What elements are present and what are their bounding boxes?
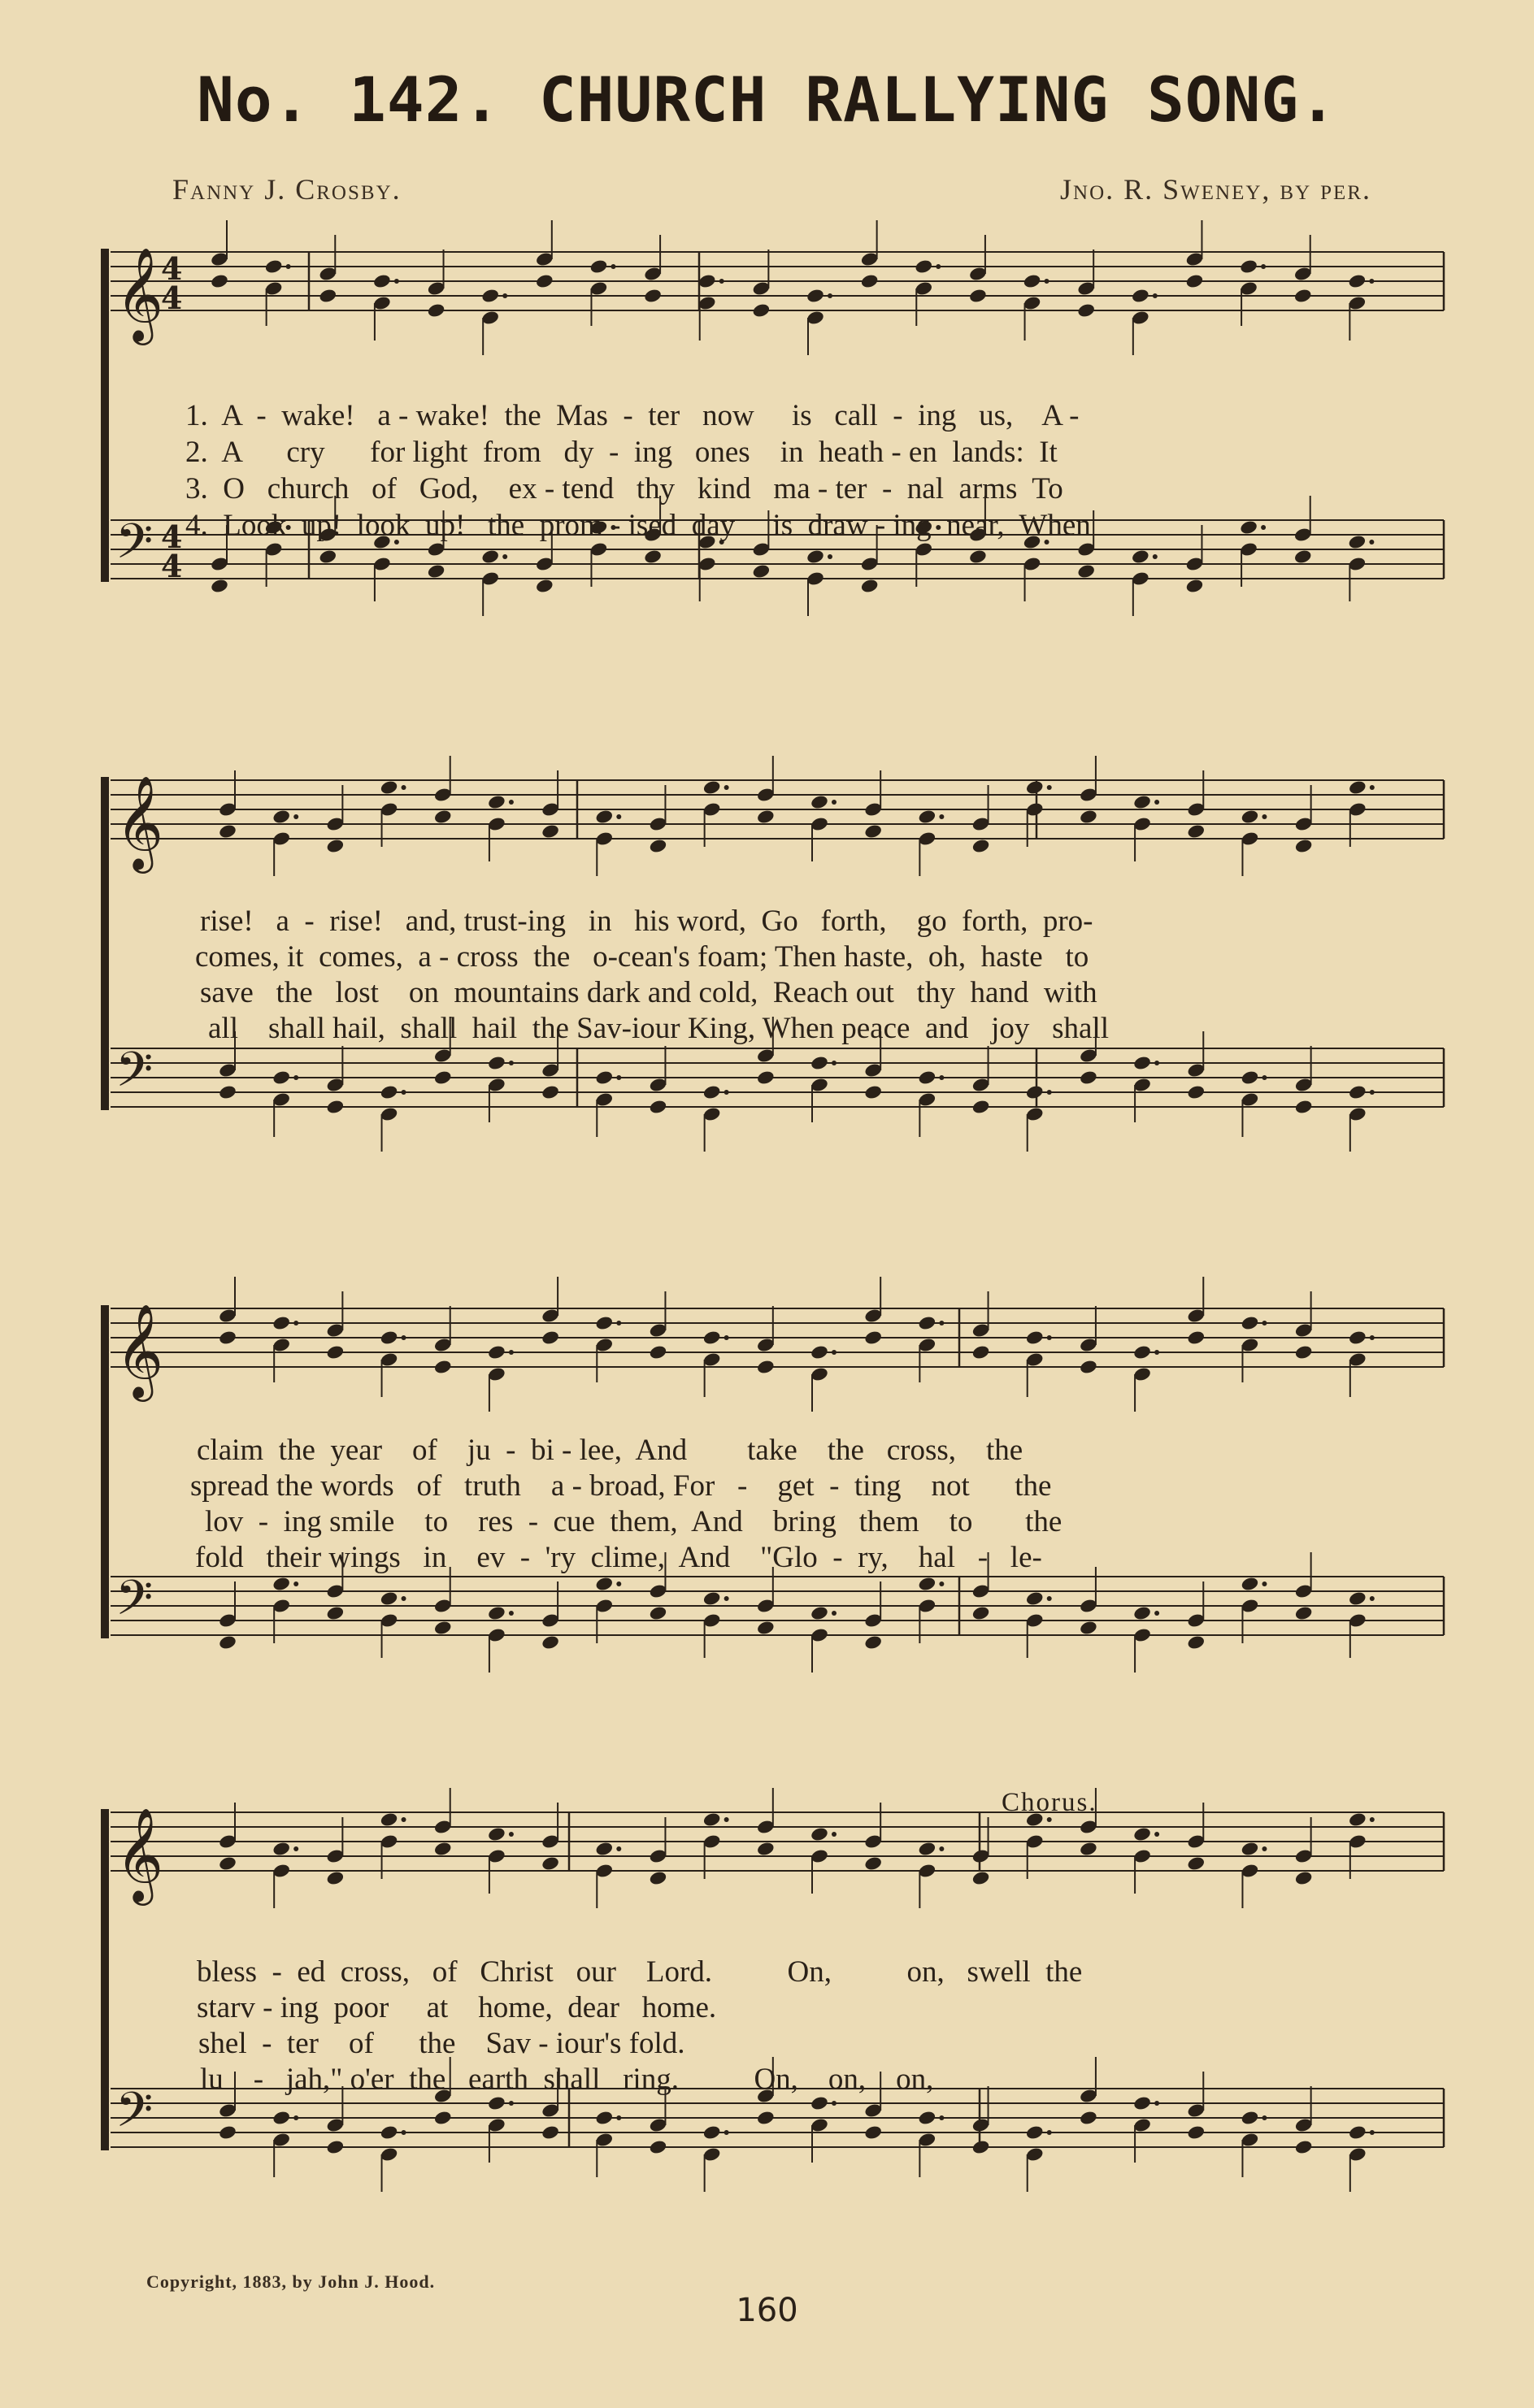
dot (286, 264, 291, 269)
dot (509, 800, 514, 805)
dot (402, 1090, 406, 1095)
note-head (1294, 838, 1314, 854)
dot (402, 1817, 406, 1822)
note-head (433, 809, 453, 825)
note-head (1186, 823, 1206, 840)
note-head (649, 1099, 668, 1115)
dot (1047, 1090, 1052, 1095)
note-head (487, 1055, 506, 1071)
dot (1154, 800, 1159, 805)
dot (724, 1090, 729, 1095)
dot (1047, 785, 1052, 790)
note-head (326, 1870, 345, 1886)
note-head (427, 302, 446, 319)
note-head (643, 549, 663, 565)
bass-clef-icon: 𝄢 (115, 1041, 154, 1109)
note-head (272, 809, 291, 825)
note-head (380, 1084, 399, 1100)
dot (293, 814, 298, 819)
dot (616, 1846, 621, 1851)
treble-clef-icon: 𝄞 (115, 1807, 164, 1902)
note-head (1132, 794, 1152, 810)
dot (1154, 2101, 1159, 2106)
note-head (918, 1841, 937, 1857)
dot (1045, 279, 1049, 284)
dot (394, 279, 399, 284)
copyright-notice: Copyright, 1883, by John J. Hood. (146, 2271, 436, 2292)
dot (616, 1581, 621, 1586)
note-head (810, 794, 829, 810)
note-head (433, 2110, 453, 2126)
note-head (326, 1344, 345, 1360)
dot (939, 2115, 944, 2120)
note-head (1348, 273, 1367, 289)
note-head (433, 1841, 453, 1857)
note-head (810, 1055, 829, 1071)
dot (724, 1335, 729, 1340)
dot (293, 2115, 298, 2120)
dot (832, 1832, 837, 1837)
page-number: 160 (736, 2292, 798, 2329)
dot (724, 2130, 729, 2135)
note-head (487, 1605, 506, 1621)
dot (724, 1817, 729, 1822)
note-head (752, 302, 771, 319)
verse-line-4-1: bless - ed cross, of Christ our Lord. On, on, swell the (197, 1955, 1083, 1989)
dot (1154, 1350, 1159, 1355)
dot (402, 785, 406, 790)
note-head (589, 258, 609, 275)
system-bracket (101, 249, 109, 582)
verse-line-2-4: all shall hail, shall hail the Sav-iour King, When peace and joy shall (208, 1012, 1110, 1045)
dot (832, 1611, 837, 1616)
note-head (914, 258, 933, 275)
note-head (863, 2124, 883, 2141)
note-head (1186, 2124, 1206, 2141)
note-head (326, 1099, 345, 1115)
dot (1262, 814, 1267, 819)
dot (509, 1350, 514, 1355)
dot (293, 1321, 298, 1325)
dot (1262, 1846, 1267, 1851)
note-head (433, 1069, 453, 1086)
system-bracket (101, 777, 109, 1110)
note-head (1186, 1084, 1206, 1100)
note-head (210, 578, 229, 594)
note-head (480, 549, 500, 565)
dot (502, 293, 507, 298)
note-head (380, 2124, 399, 2141)
note-head (218, 1084, 237, 1100)
note-head (326, 2139, 345, 2155)
note-head (1348, 1811, 1367, 1828)
time-signature-digit: 4 (161, 280, 183, 316)
note-head (541, 1634, 560, 1651)
dot (611, 264, 615, 269)
dot (936, 264, 941, 269)
note-head (1241, 1841, 1260, 1857)
note-head (480, 288, 500, 304)
note-head (1294, 1344, 1314, 1360)
note-head (971, 1605, 991, 1621)
verse-line-2-2: comes, it comes, a - cross the o-cean's foam; Then haste, oh, haste to (195, 940, 1089, 974)
note-head (264, 258, 284, 275)
note-head (218, 823, 237, 840)
note-head (1185, 578, 1205, 594)
dot (832, 2101, 837, 2106)
note-head (918, 809, 937, 825)
dot (832, 1350, 837, 1355)
note-head (487, 2095, 506, 2111)
note-head (806, 549, 825, 565)
note-head (643, 288, 663, 304)
dot (1261, 525, 1266, 530)
note-head (433, 1359, 453, 1375)
note-head (594, 1576, 614, 1592)
dot (616, 2115, 621, 2120)
note-head (918, 1576, 937, 1592)
verse-line-3-2: spread the words of truth a - broad, For - get - ting not the (190, 1469, 1052, 1503)
note-head (752, 563, 771, 579)
note-head (1079, 2110, 1098, 2126)
note-head (1132, 1055, 1152, 1071)
time-signature-digit: 4 (161, 518, 183, 555)
note-head (380, 1590, 399, 1607)
note-head (1294, 2139, 1314, 2155)
note-head (971, 838, 991, 854)
verse-line-1-1: 1. A - wake! a - wake! the Mas - ter now is call - ing us, A - (185, 399, 1080, 432)
note-head (535, 578, 554, 594)
note-head (1293, 549, 1313, 565)
dot (509, 1832, 514, 1837)
note-head (1186, 1855, 1206, 1872)
note-head (372, 273, 392, 289)
note-head (1241, 1315, 1260, 1331)
treble-clef-icon: 𝄞 (115, 246, 164, 341)
note-head (1132, 1605, 1152, 1621)
note-head (541, 1084, 560, 1100)
note-head (594, 2110, 614, 2126)
note-head (702, 1084, 722, 1100)
composer-credit: Jno. R. Sweney, by per. (1060, 173, 1371, 206)
note-head (541, 1855, 560, 1872)
note-head (1348, 2124, 1367, 2141)
note-head (427, 563, 446, 579)
note-head (810, 1344, 829, 1360)
dot (719, 279, 724, 284)
note-head (272, 1841, 291, 1857)
dot (1370, 1335, 1375, 1340)
note-head (968, 288, 988, 304)
note-head (918, 2110, 937, 2126)
note-head (1132, 1826, 1152, 1842)
note-head (756, 2110, 776, 2126)
system-bracket (101, 1809, 109, 2150)
verse-line-4-2: starv - ing poor at home, dear home. (197, 1991, 717, 2024)
note-head (487, 1826, 506, 1842)
verse-line-2-3: save the lost on mountains dark and cold, Reach out thy hand with (200, 976, 1097, 1009)
note-head (971, 1344, 991, 1360)
note-head (702, 2124, 722, 2141)
dot (402, 1596, 406, 1601)
note-head (272, 2110, 291, 2126)
note-head (272, 1315, 291, 1331)
dot (828, 293, 832, 298)
note-head (702, 1590, 722, 1607)
note-head (541, 2124, 560, 2141)
dot (1262, 1321, 1267, 1325)
note-head (318, 288, 337, 304)
dot (1370, 785, 1375, 790)
note-head (1241, 809, 1260, 825)
bass-clef-icon: 𝄢 (115, 2081, 154, 2150)
dot (828, 554, 832, 559)
note-head (380, 1811, 399, 1828)
dot (939, 1321, 944, 1325)
dot (1370, 2130, 1375, 2135)
note-head (1186, 1634, 1206, 1651)
dot (509, 2101, 514, 2106)
note-head (326, 1605, 345, 1621)
verse-line-4-3: shel - ter of the Sav - iour's fold. (198, 2027, 685, 2060)
note-head (806, 288, 825, 304)
note-head (1025, 1330, 1045, 1346)
note-head (433, 1620, 453, 1636)
dot (402, 2130, 406, 2135)
dot (616, 814, 621, 819)
note-head (272, 1576, 291, 1592)
note-head (218, 2124, 237, 2141)
note-head (318, 549, 337, 565)
note-head (756, 1069, 776, 1086)
note-head (810, 1605, 829, 1621)
dot (1047, 1335, 1052, 1340)
dot (832, 1061, 837, 1065)
dot (1153, 554, 1158, 559)
dot (509, 1611, 514, 1616)
note-head (863, 1855, 883, 1872)
note-head (971, 1870, 991, 1886)
note-head (594, 1841, 614, 1857)
note-head (863, 1330, 883, 1346)
hymn-title: No. 142. CHURCH RALLYING SONG. (197, 63, 1337, 136)
note-head (649, 838, 668, 854)
time-signature-digit: 4 (161, 548, 183, 584)
note-head (1293, 288, 1313, 304)
note-head (1025, 779, 1045, 796)
note-head (918, 1069, 937, 1086)
dot (293, 1075, 298, 1080)
note-head (541, 823, 560, 840)
note-head (380, 1330, 399, 1346)
note-head (1079, 809, 1098, 825)
treble-clef-icon: 𝄞 (115, 1303, 164, 1398)
note-head (210, 273, 229, 289)
verse-line-4-4: lu - jah," o'er the earth shall ring. On, on, on, (200, 2063, 934, 2096)
verse-line-2-1: rise! a - rise! and, trust-ing in his word, Go forth, go forth, pro- (200, 905, 1093, 938)
note-head (594, 1315, 614, 1331)
dot (616, 1075, 621, 1080)
treble-clef-icon: 𝄞 (115, 774, 164, 870)
note-head (756, 1841, 776, 1857)
note-head (1239, 258, 1258, 275)
note-head (649, 1870, 668, 1886)
note-head (1294, 1099, 1314, 1115)
bass-clef-icon: 𝄢 (115, 513, 154, 581)
note-head (218, 1855, 237, 1872)
dot (1369, 540, 1374, 545)
verse-line-3-1: claim the year of ju - bi - lee, And take the cross, the (197, 1434, 1023, 1467)
dot (1154, 1832, 1159, 1837)
bass-clef-icon: 𝄢 (115, 1569, 154, 1638)
dot (939, 1581, 944, 1586)
dot (502, 554, 507, 559)
dot (724, 1596, 729, 1601)
note-head (1131, 549, 1150, 565)
note-head (326, 838, 345, 854)
dot (724, 785, 729, 790)
note-head (649, 2139, 668, 2155)
dot (939, 1846, 944, 1851)
dot (1370, 1596, 1375, 1601)
note-head (810, 1826, 829, 1842)
dot (1262, 2115, 1267, 2120)
dot (1370, 1090, 1375, 1095)
verse-line-1-3: 3. O church of God, ex - tend thy kind ma - ter - nal arms To (185, 472, 1063, 505)
note-head (1079, 1620, 1098, 1636)
note-head (487, 794, 506, 810)
note-head (1241, 1069, 1260, 1086)
note-head (1076, 302, 1096, 319)
dot (1369, 279, 1374, 284)
note-head (649, 1605, 668, 1621)
dot (1261, 264, 1266, 269)
dot (1153, 293, 1158, 298)
note-head (971, 1099, 991, 1115)
dot (402, 1335, 406, 1340)
note-head (1079, 1359, 1098, 1375)
dot (509, 1061, 514, 1065)
note-head (649, 1344, 668, 1360)
lyricist-credit: Fanny J. Crosby. (172, 173, 402, 206)
note-head (1079, 1841, 1098, 1857)
verse-line-1-2: 2. A cry for light from dy - ing ones in heath - en lands: It (185, 436, 1058, 469)
note-head (860, 273, 880, 289)
note-head (702, 1330, 722, 1346)
note-head (1025, 1590, 1045, 1607)
note-head (1348, 779, 1367, 796)
note-head (968, 549, 988, 565)
note-head (1239, 519, 1258, 536)
dot (1262, 1581, 1267, 1586)
dot (939, 1075, 944, 1080)
note-head (863, 1634, 883, 1651)
note-head (1132, 2095, 1152, 2111)
note-head (863, 1084, 883, 1100)
note-head (863, 823, 883, 840)
note-head (702, 1811, 722, 1828)
music-system-3 (0, 1276, 1534, 1731)
verse-line-3-4: fold their wings in ev - 'ry clime, And "Glo - ry, hal - le- (195, 1541, 1042, 1574)
note-head (594, 1069, 614, 1086)
note-head (1185, 273, 1205, 289)
dot (1047, 2130, 1052, 2135)
note-head (756, 1359, 776, 1375)
verse-line-1-4: 4. Look up! look up! the prom - ised day is draw - ing near, When (185, 509, 1091, 542)
note-head (272, 1069, 291, 1086)
note-head (697, 273, 717, 289)
dot (832, 800, 837, 805)
note-head (1025, 2124, 1045, 2141)
note-head (1186, 1330, 1206, 1346)
note-head (1025, 1084, 1045, 1100)
note-head (756, 809, 776, 825)
note-head (1348, 1084, 1367, 1100)
dot (616, 1321, 621, 1325)
note-head (487, 1344, 506, 1360)
note-head (541, 1330, 560, 1346)
chorus-label: Chorus. (1002, 1788, 1097, 1817)
time-signature-digit: 4 (161, 250, 183, 287)
note-head (1079, 1069, 1098, 1086)
note-head (1241, 2110, 1260, 2126)
dot (939, 814, 944, 819)
note-head (1348, 1330, 1367, 1346)
note-head (594, 809, 614, 825)
note-head (1131, 288, 1150, 304)
note-head (1348, 534, 1367, 550)
dot (1370, 1817, 1375, 1822)
note-head (702, 779, 722, 796)
note-head (756, 1620, 776, 1636)
dot (293, 1581, 298, 1586)
system-bracket (101, 1305, 109, 1638)
note-head (1023, 273, 1042, 289)
verse-line-3-3: lov - ing smile to res - cue them, And bring them to the (205, 1505, 1063, 1538)
note-head (810, 2095, 829, 2111)
dot (1047, 1596, 1052, 1601)
note-head (218, 1330, 237, 1346)
dot (1154, 1061, 1159, 1065)
note-head (1076, 563, 1096, 579)
note-head (218, 1634, 237, 1651)
note-head (535, 273, 554, 289)
dot (1154, 1611, 1159, 1616)
note-head (1294, 1605, 1314, 1621)
dot (1262, 1075, 1267, 1080)
note-head (380, 779, 399, 796)
note-head (1241, 1576, 1260, 1592)
note-head (860, 578, 880, 594)
note-head (1348, 1590, 1367, 1607)
note-head (1294, 1870, 1314, 1886)
note-head (971, 2139, 991, 2155)
note-head (918, 1315, 937, 1331)
dot (293, 1846, 298, 1851)
note-head (1132, 1344, 1152, 1360)
